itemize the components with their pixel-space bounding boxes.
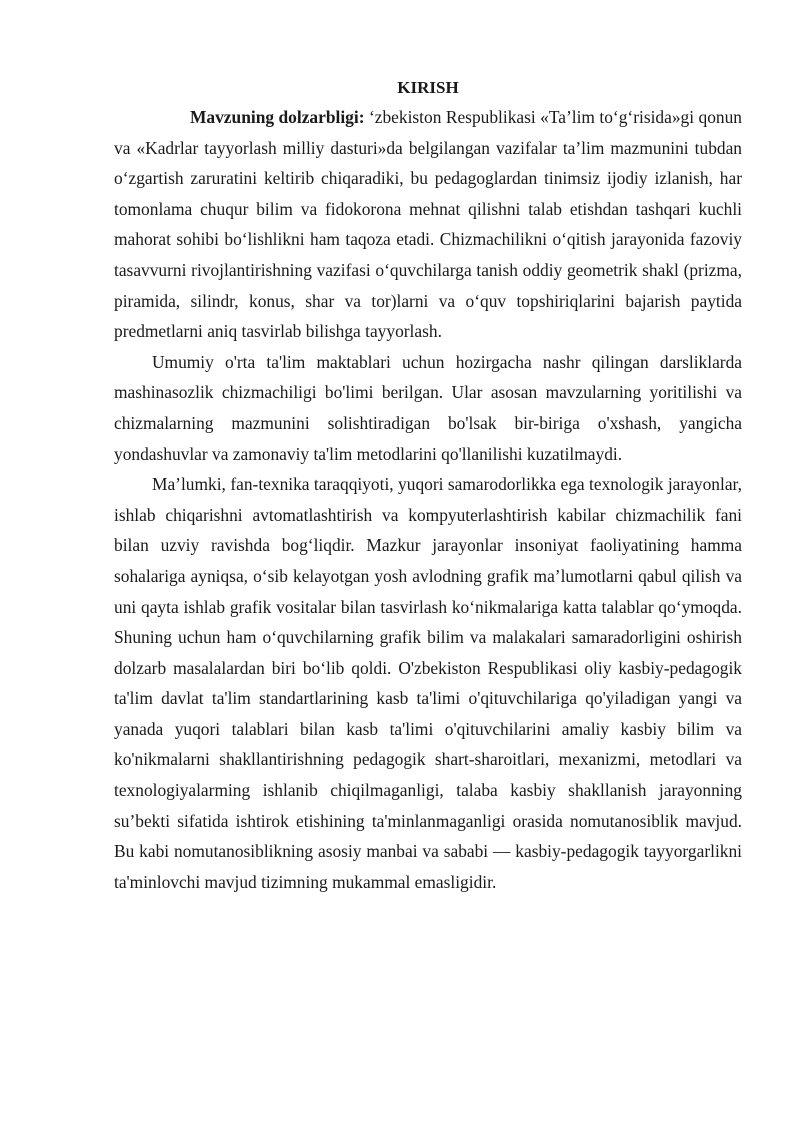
page-title: KIRISH	[397, 78, 459, 97]
paragraph-text: ‘zbekiston Respublikasi «Ta’lim to‘g‘risida»gi qonun va «Kadrlar tayyorlash milliy dasturi»da belgilangan vazifalar ta’lim mazmunini tubdan o‘zgartish zaruratini keltirib chiqaradiki, bu pedagoglardan tinimsiz ijodiy izlanish, har tomonlama chuqur bilim va fidokorona mehnat qilishni talab etishdan tashqari kuchli mahorat sohibi bo‘lishlikni ham taqoza etadi. Chizmachilikni o‘qitish jarayonida fazoviy tasavvurni rivojlantirishning vazifasi o‘quvchilarga tanish oddiy geometrik shakl (prizma, piramida, silindr, konus, shar va tor)larni va o‘quv topshiriqlarini bajarish paytida predmetlarni aniq tasvirlab bilishga tayyorlash.	[114, 107, 742, 342]
paragraph-textbooks: Umumiy o'rta ta'lim maktablari uchun hozirgacha nashr qilingan darsliklarda mashinasozlik chizmachiligi bo'limi berilgan. Ular asosan mavzularning yoritilishi va chizmalarning mazmunini solishtiradigan bo'lsak bir-biriga o'xshash, yangicha yondashuvlar va zamonaviy ta'lim metodlarini qo'llanilishi kuzatilmaydi.	[114, 351, 742, 464]
paragraph-technology: Ma’lumki, fan-texnika taraqqiyoti, yuqori samarodorlikka ega texnologik jarayonlar, ishlab chiqarishni avtomatlashtirish va kompyuterlashtirish kabilar chizmachilik fani bilan uzviy ravishda bog‘liqdir. Mazkur jarayonlar insoniyat faoliyatining hamma sohalariga ayniqsa, o‘sib kelayotgan yosh avlodning grafik ma’lumotlarni qabul qilish va uni qayta ishlab grafik vositalar bilan tasvirlash ko‘nikmalariga katta talablar qo‘ymoqda. Shuning uchun ham o‘quvchilarning grafik bilim va malakalari samaradorligini oshirish dolzarb masalalardan biri bo‘lib qoldi. O'zbekiston Respublikasi oliy kasbiy-pedagogik ta'lim davlat ta'lim standartlarining kasb ta'limi o'qituvchilariga qo'yiladigan yangi va yanada yuqori talablari bilan kasb ta'limi o'qituvchilarini amaliy kasbiy bilim va ko'nikmalarni shakllantirishning pedagogik shart-sharoitlari, mexanizmi, metodlari va texnologiyalarming ishlanib chiqilmaganligi, talaba kasbiy shakllanish jarayonning su’bekti sifatida ishtirok etishining ta'minlanmaganligi orasida nomutanosiblik mavjud. Bu kabi nomutanosiblikning asosiy manbai va sababi — kasbiy-pedagogik tayyorgarlikni ta'minlovchi mavjud tizimning mukammal emasligidir.	[114, 474, 742, 892]
paragraph-lead: Mavzuning dolzarbligi:	[190, 107, 365, 127]
paragraph-relevance	[114, 102, 742, 347]
document-body	[114, 74, 742, 897]
